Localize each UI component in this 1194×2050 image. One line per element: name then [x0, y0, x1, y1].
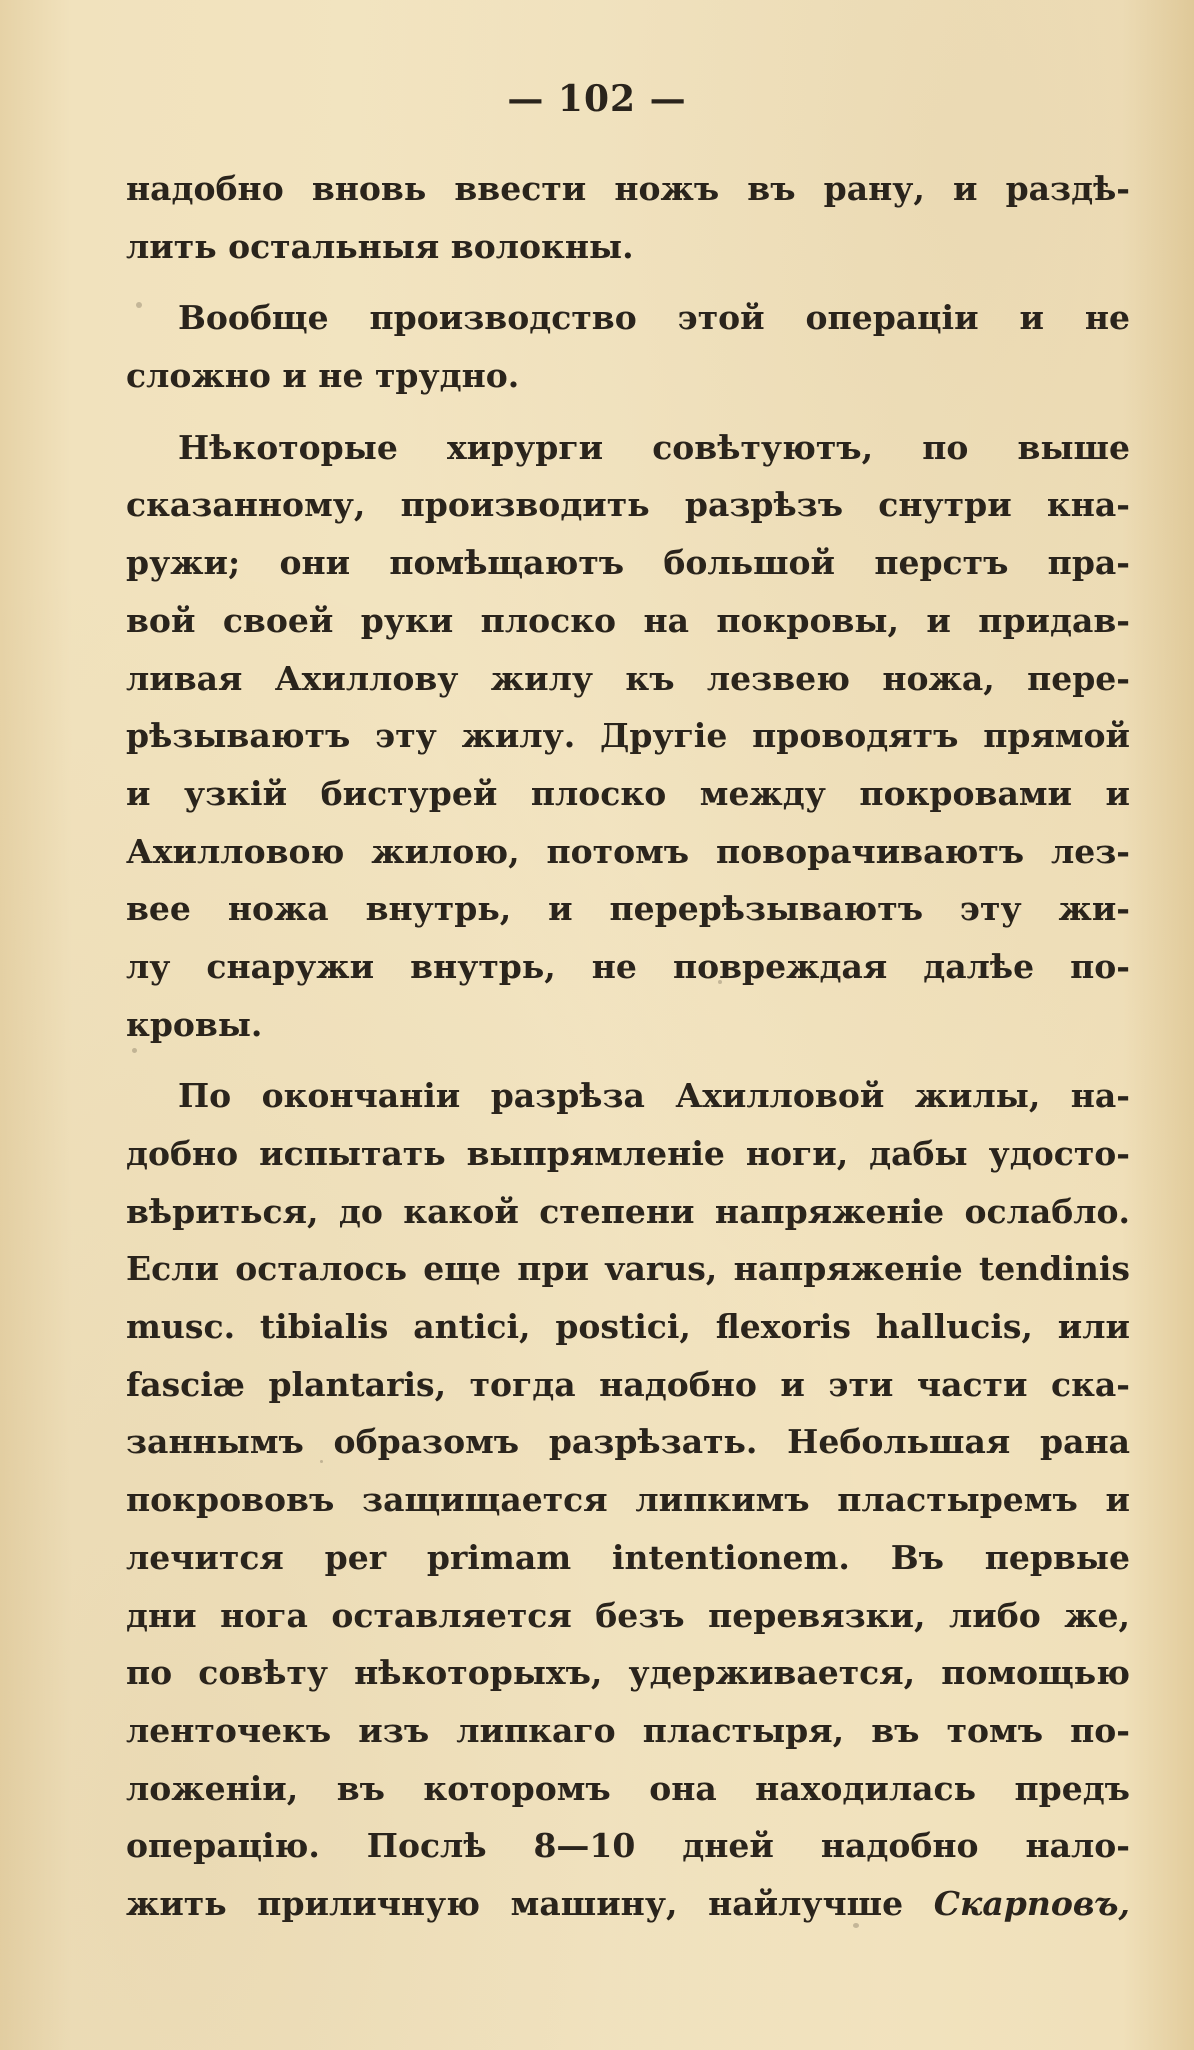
text-line: заннымъ образомъ разрѣзать. Небольшая рана	[126, 1422, 1130, 1462]
text-line: вее ножа внутрь, и перерѣзываютъ эту жи-	[126, 889, 1130, 929]
text-line: fasciæ plantaris, тогда надобно и эти части ска-	[126, 1364, 1130, 1404]
text-line: добно испытать выпрямленіе ноги, дабы удосто-	[126, 1134, 1130, 1173]
text-line: лу снаружи внутрь, не повреждая далѣе по-	[126, 946, 1130, 986]
text-line: сложно и не трудно.	[126, 356, 520, 396]
text-line: дни нога оставляется безъ перевязки, либо же,	[126, 1595, 1130, 1635]
text-line: лить остальныя волокны.	[126, 226, 634, 266]
text-line: рѣзываютъ эту жилу. Другіе проводятъ прямой	[126, 716, 1130, 756]
paragraph-first-line: Вообще производство этой операціи и не	[178, 298, 1130, 338]
text-line: лечится per primam intentionem. Въ первые	[126, 1537, 1130, 1577]
text-line: ружи; они помѣщаютъ большой перстъ пра-	[126, 543, 1130, 583]
text-line: сказанному, производить разрѣзъ снутри кна-	[126, 485, 1130, 525]
text-line: покрововъ защищается липкимъ пластыремъ и	[126, 1480, 1130, 1520]
text-line: кровы.	[126, 1004, 263, 1044]
text-line: по совѣту нѣкоторыхъ, удерживается, помощью	[126, 1653, 1130, 1693]
page-number: — 102 —	[507, 78, 687, 120]
text-line	[126, 1875, 1130, 1933]
text-line: ленточекъ изъ липкаго пластыря, въ томъ по-	[126, 1710, 1130, 1750]
text-line: вой своей руки плоско на покровы, и придав-	[126, 600, 1130, 640]
text-line: операцію. Послѣ 8—10 дней надобно нало-	[126, 1826, 1130, 1866]
text-line: вѣриться, до какой степени напряженіе ослабло.	[126, 1191, 1130, 1231]
body-text	[126, 160, 1130, 1933]
text-line: надобно вновь ввести ножъ въ рану, и раздѣ-	[126, 169, 1130, 208]
text-line: и узкій бистурей плоско между покровами и	[126, 773, 1130, 813]
text-line: ложеніи, въ которомъ она находилась предъ	[126, 1768, 1130, 1808]
text-line: Если осталось еще при varus, напряженіе tendinis	[126, 1249, 1130, 1289]
italic-name: Скарповъ,	[933, 1883, 1130, 1923]
paragraph-first-line: По окончаніи разрѣза Ахилловой жилы, на-	[178, 1076, 1130, 1116]
text-fragment: жить приличную машину, найлучше	[126, 1883, 904, 1923]
paragraph-first-line: Нѣкоторые хирурги совѣтуютъ, по выше	[178, 427, 1130, 467]
text-line: musc. tibialis antici, postici, flexoris hallucis, или	[126, 1307, 1130, 1347]
text-line: Ахилловою жилою, потомъ поворачиваютъ лез-	[126, 831, 1130, 871]
text-line: ливая Ахиллову жилу къ лезвею ножа, пере-	[126, 658, 1130, 698]
